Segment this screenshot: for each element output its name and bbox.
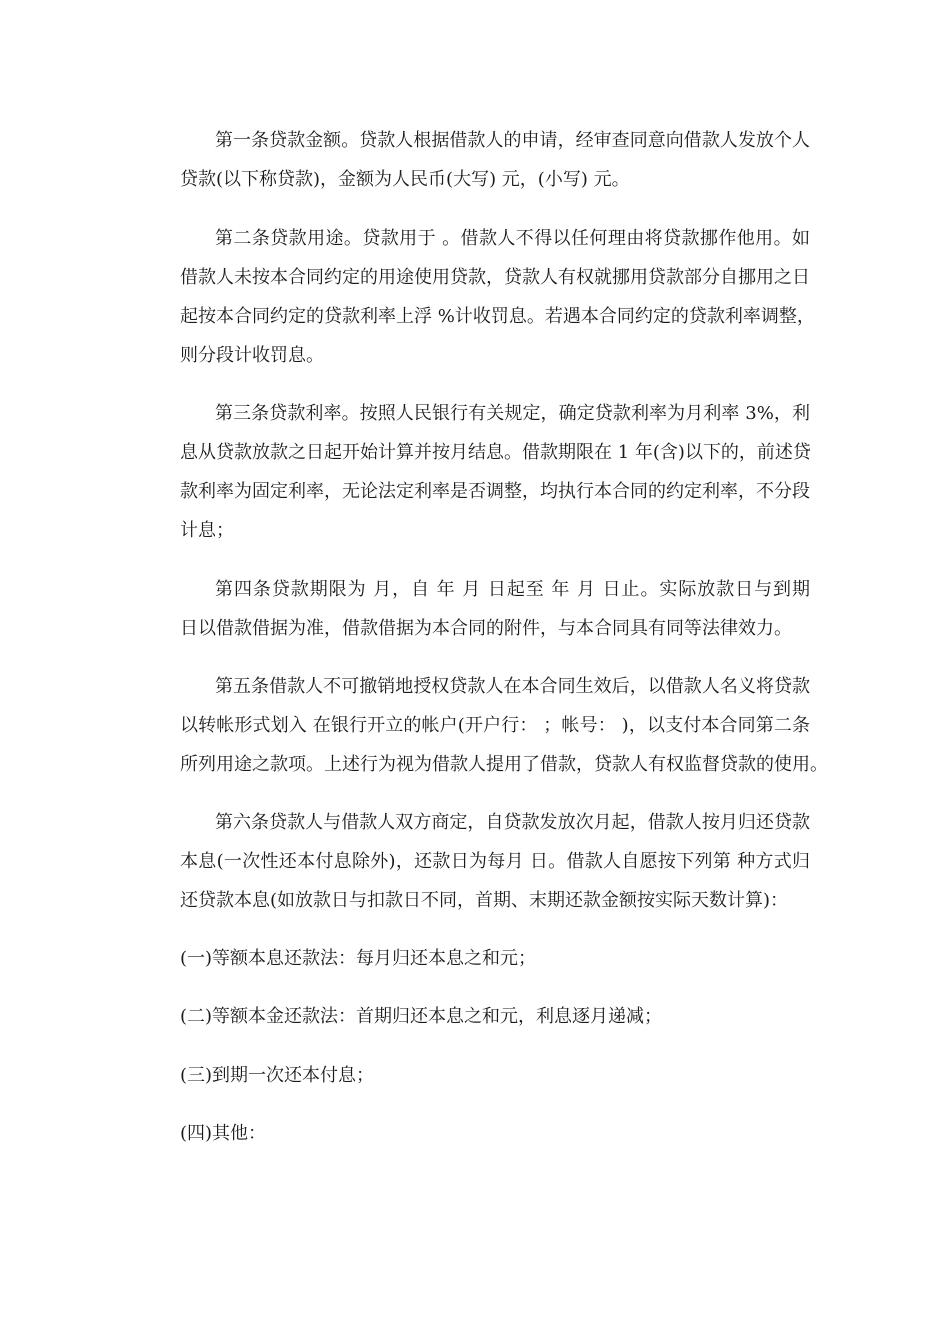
article-1-line-2: 贷款(以下称贷款)，金额为人民币(大写) 元，(小写) 元。 xyxy=(180,169,630,190)
article-5-line-2: 以转帐形式划入 在银行开立的帐户(开户行： ；帐号： )，以支付本合同第二条 xyxy=(180,715,810,736)
article-4-paragraph xyxy=(145,570,810,648)
repayment-option-2: (二)等额本金还款法：首期归还本息之和元，利息逐月递减； xyxy=(180,1006,663,1027)
repayment-option-4: (四)其他： xyxy=(180,1123,267,1144)
article-6-line-3: 还贷款本息(如放款日与扣款日不同，首期、末期还款金额按实际天数计算)： xyxy=(180,890,789,911)
article-5-line-3: 所列用途之款项。上述行为视为借款人提用了借款，贷款人有权监督贷款的使用。 xyxy=(180,754,828,775)
repayment-option-3: (三)到期一次还本付息； xyxy=(180,1065,375,1086)
article-4-line-1: 第四条贷款期限为 月，自 年 月 日起至 年 月 日止。实际放款日与到期 xyxy=(215,579,810,600)
article-1-paragraph xyxy=(145,121,810,199)
article-2-line-2: 借款人未按本合同约定的用途使用贷款，贷款人有权就挪用贷款部分自挪用之日 xyxy=(180,267,810,288)
article-5-paragraph xyxy=(145,667,828,784)
article-2-paragraph xyxy=(145,219,815,375)
article-2-line-3: 起按本合同约定的贷款利率上浮 %计收罚息。若遇本合同约定的贷款利率调整， xyxy=(180,306,815,327)
article-3-line-4: 计息； xyxy=(180,520,234,541)
article-1-line-1: 第一条贷款金额。贷款人根据借款人的申请，经审查同意向借款人发放个人 xyxy=(215,130,810,151)
article-3-line-2: 息从贷款放款之日起开始计算并按月结息。借款期限在 1 年(含)以下的，前述贷 xyxy=(180,442,811,463)
article-4-line-2: 日以借款借据为准，借款借据为本合同的附件，与本合同具有同等法律效力。 xyxy=(180,618,792,639)
article-6-line-1: 第六条贷款人与借款人双方商定，自贷款发放次月起，借款人按月归还贷款 xyxy=(215,812,810,833)
repayment-option-1: (一)等额本息还款法：每月归还本息之和元； xyxy=(180,948,537,969)
article-2-line-1: 第二条贷款用途。贷款用于 。借款人不得以任何理由将贷款挪作他用。如 xyxy=(215,228,810,249)
article-3-line-1: 第三条贷款利率。按照人民银行有关规定，确定贷款利率为月利率 3%，利 xyxy=(215,403,810,424)
article-2-line-4: 则分段计收罚息。 xyxy=(180,345,324,366)
article-3-paragraph xyxy=(145,394,810,550)
article-3-line-3: 款利率为固定利率，无论法定利率是否调整，均执行本合同的约定利率，不分段 xyxy=(180,481,810,502)
article-6-line-2: 本息(一次性还本付息除外)，还款日为每月 日。借款人自愿按下列第 种方式归 xyxy=(180,851,810,872)
article-5-line-1: 第五条借款人不可撤销地授权贷款人在本合同生效后，以借款人名义将贷款 xyxy=(215,676,810,697)
article-6-paragraph xyxy=(145,803,810,920)
document-page xyxy=(145,0,828,1344)
